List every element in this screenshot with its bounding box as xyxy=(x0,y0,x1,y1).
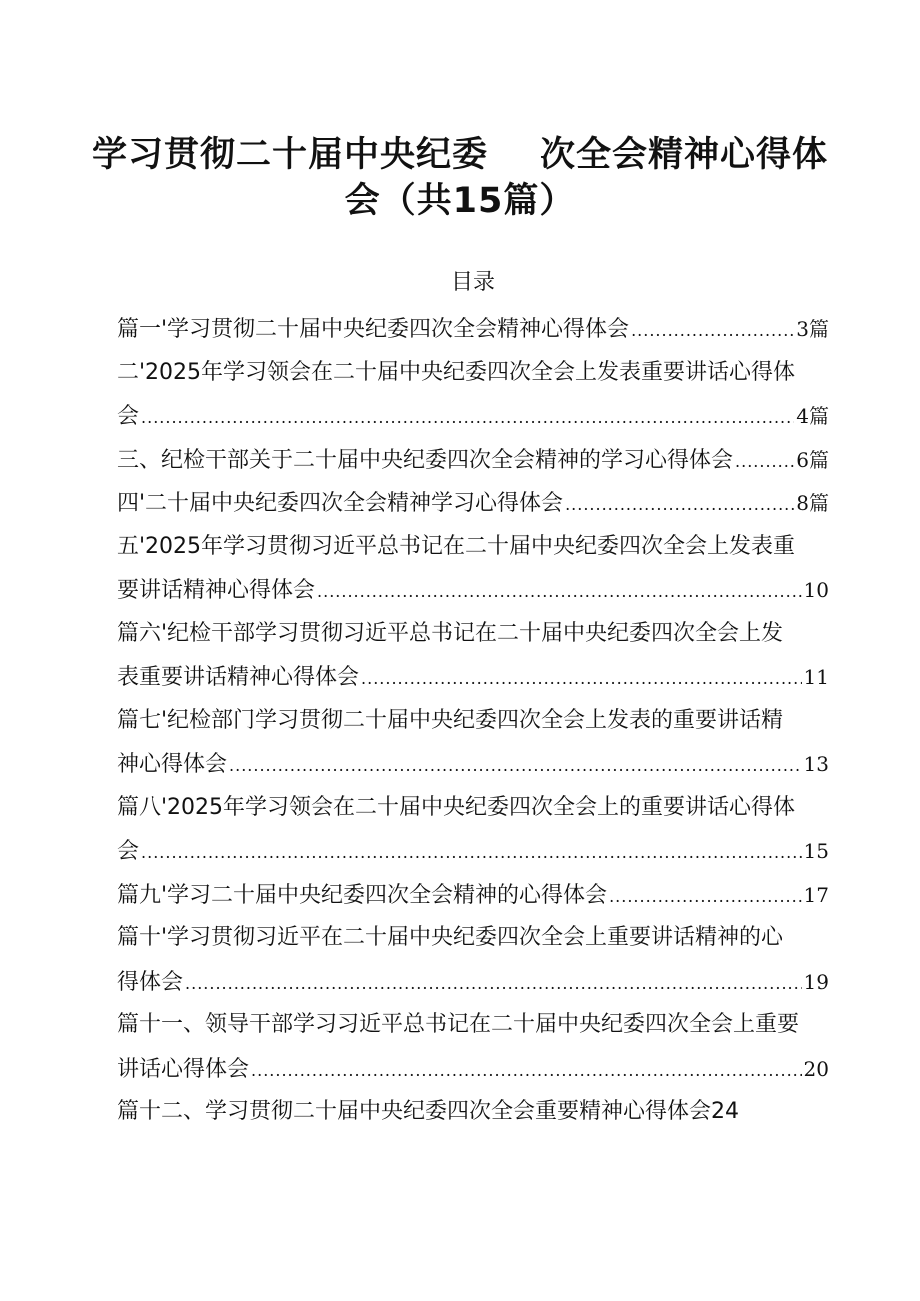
toc-line-page: 17 xyxy=(803,883,829,907)
dot-leader xyxy=(361,659,802,699)
toc-line[interactable] xyxy=(117,831,829,871)
dot-leader xyxy=(141,398,794,438)
toc-line-text: 篇十一、领导干部学习习近平总书记在二十届中央纪委四次全会上重要 xyxy=(117,1012,800,1037)
toc-line-text: 会 xyxy=(117,839,140,864)
dot-leader xyxy=(735,442,794,482)
toc-line-text: 讲话心得体会 xyxy=(117,1057,250,1082)
toc-line[interactable] xyxy=(117,309,829,349)
toc-line[interactable] xyxy=(117,483,829,523)
dot-leader xyxy=(251,1051,802,1091)
dot-leader xyxy=(317,572,802,612)
toc-line-text: 五'2025年学习贯彻习近平总书记在二十届中央纪委四次全会上发表重 xyxy=(117,534,796,559)
toc-heading: 目录 xyxy=(450,270,495,295)
toc-line[interactable] xyxy=(117,744,829,784)
toc-line-page: 6篇 xyxy=(796,448,829,472)
toc-line-text: 要讲话精神心得体会 xyxy=(117,578,316,603)
toc-line-text: 篇八'2025年学习领会在二十届中央纪委四次全会上的重要讲话心得体 xyxy=(117,795,796,820)
toc-line[interactable] xyxy=(117,788,829,828)
toc-line[interactable] xyxy=(117,614,829,654)
toc-line-page: 20 xyxy=(803,1057,829,1081)
toc-line-text: 四'二十届中央纪委四次全会精神学习心得体会 xyxy=(117,491,564,516)
toc-line-text: 表重要讲话精神心得体会 xyxy=(117,665,360,690)
toc-line-page: 10 xyxy=(803,578,829,602)
toc-line-text: 三、纪检干部关于二十届中央纪委四次全会精神的学习心得体会 xyxy=(117,448,734,473)
toc-line-text: 神心得体会 xyxy=(117,752,228,777)
toc-line-page: 13 xyxy=(803,752,829,776)
toc-line[interactable] xyxy=(117,353,829,393)
toc-line-text: 篇一'学习贯彻二十届中央纪委四次全会精神心得体会 xyxy=(117,317,630,342)
toc-line[interactable] xyxy=(117,657,829,697)
toc-line-text: 二'2025年学习领会在二十届中央纪委四次全会上发表重要讲话心得体 xyxy=(117,360,796,385)
dot-leader xyxy=(229,746,802,786)
dot-leader xyxy=(565,485,794,525)
toc-line[interactable] xyxy=(117,1049,829,1089)
dot-leader xyxy=(185,964,802,1004)
toc-line-page: 4篇 xyxy=(796,404,829,428)
toc-line[interactable] xyxy=(117,570,829,610)
title-line-2: 会（共15篇） xyxy=(344,181,576,221)
toc-line-text: 篇十二、学习贯彻二十届中央纪委四次全会重要精神心得体会24 xyxy=(117,1099,739,1124)
toc-line[interactable] xyxy=(117,962,829,1002)
toc-line-page: 11 xyxy=(803,665,829,689)
dot-leader xyxy=(609,877,801,917)
toc-line-text: 得体会 xyxy=(117,970,184,995)
toc-line[interactable] xyxy=(117,527,829,567)
toc-line-text: 篇十'学习贯彻习近平在二十届中央纪委四次全会上重要讲话精神的心 xyxy=(117,925,784,950)
toc-line-page: 19 xyxy=(803,970,829,994)
toc-line[interactable] xyxy=(117,440,829,480)
toc-line-text: 会 xyxy=(117,404,140,429)
title-part-1: 学习贯彻二十届中央纪委 xyxy=(91,135,488,175)
document-title xyxy=(0,132,920,224)
toc-line-text: 篇九'学习二十届中央纪委四次全会精神的心得体会 xyxy=(117,883,608,908)
title-part-2: 次全会精神心得体 xyxy=(540,135,829,175)
toc-line-text: 篇六'纪检干部学习贯彻习近平总书记在二十届中央纪委四次全会上发 xyxy=(117,621,784,646)
toc-line[interactable] xyxy=(117,1005,829,1045)
toc-line[interactable] xyxy=(117,918,829,958)
toc-line-page: 15 xyxy=(803,839,829,863)
toc-line-text: 篇七'纪检部门学习贯彻二十届中央纪委四次全会上发表的重要讲话精 xyxy=(117,708,784,733)
dot-leader xyxy=(141,833,802,873)
toc-line[interactable] xyxy=(117,1092,829,1132)
toc-line-page: 8篇 xyxy=(796,491,829,515)
toc-line[interactable] xyxy=(117,875,829,915)
toc-line[interactable] xyxy=(117,701,829,741)
toc-line[interactable] xyxy=(117,396,829,436)
toc-line-page: 3篇 xyxy=(796,317,829,341)
dot-leader xyxy=(631,311,794,351)
